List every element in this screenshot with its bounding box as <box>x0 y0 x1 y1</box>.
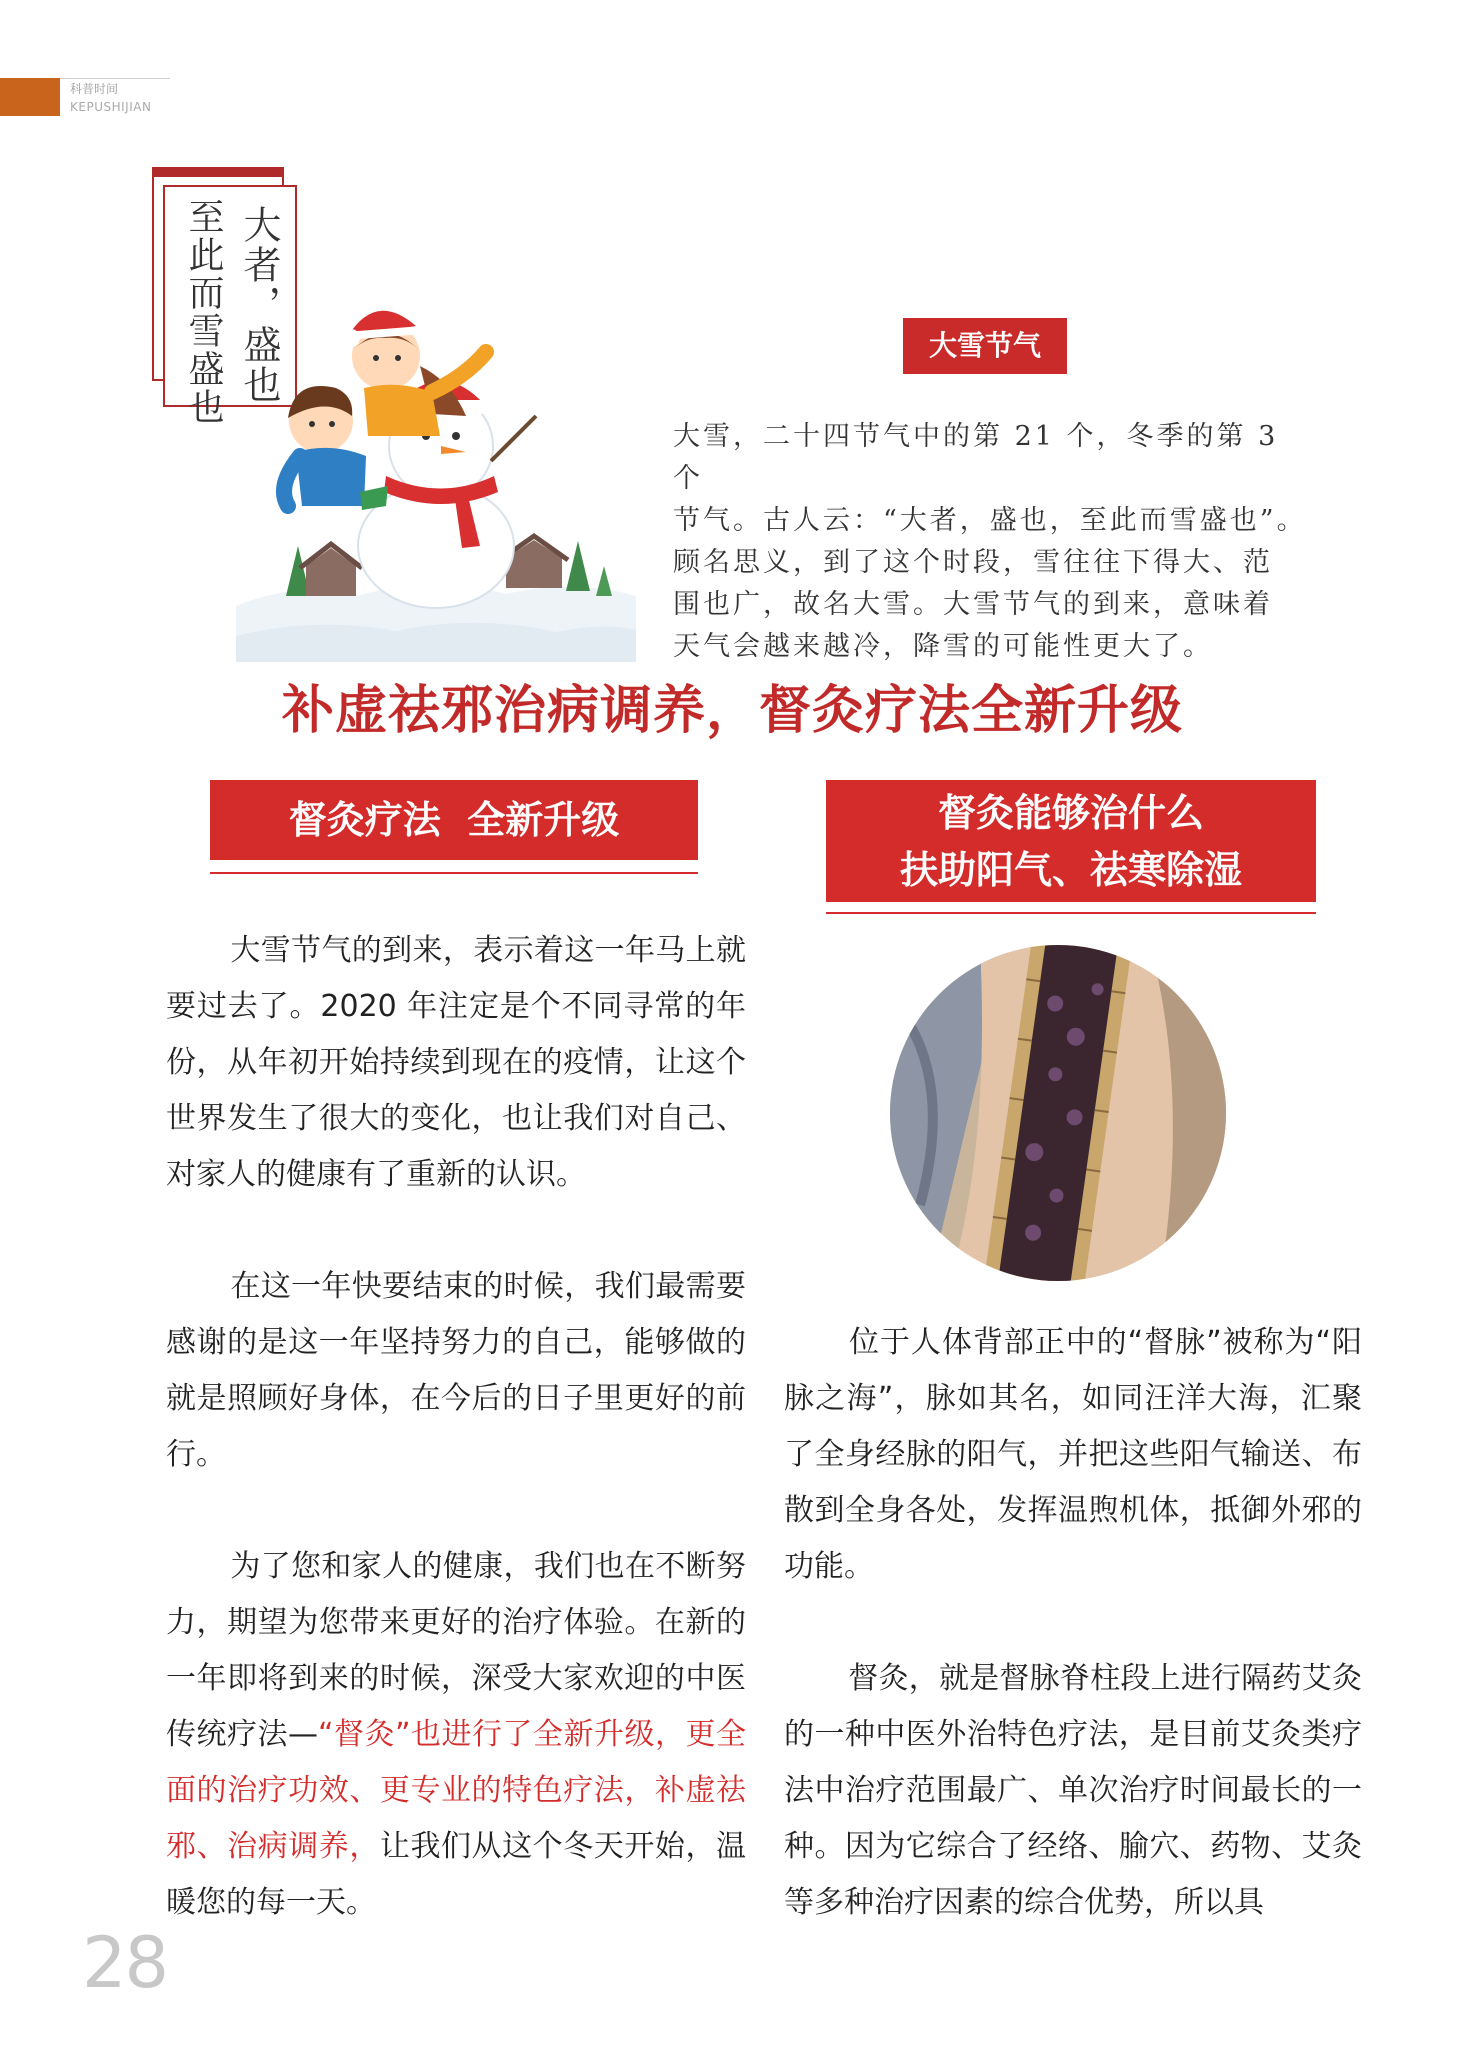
left-paragraph-2 <box>166 1259 746 1483</box>
left-paragraph-3-text-a: 为了您和家人的健康，我们也在不断努力，期望为您带来更好的治疗体验。在新的一年即将到来的时候，深受大家欢迎的中医传统疗法— <box>166 1549 746 1752</box>
right-paragraph-2-text: 督灸，就是督脉脊柱段上进行隔药艾灸的一种中医外治特色疗法，是目前艾灸类疗法中治疗范围最广、单次治疗时间最长的一种。因为它综合了经络、腧穴、药物、艾灸等多种治疗因素的综合优势，所以具 <box>784 1661 1362 1920</box>
right-paragraph-1 <box>784 1315 1362 1595</box>
solar-term-badge: 大雪节气 <box>903 318 1067 374</box>
header-section-pinyin: KEPUSHIJIAN <box>70 100 152 114</box>
section-heading-left: 督灸疗法 全新升级 <box>210 780 698 860</box>
section-heading-right-line1: 督灸能够治什么 <box>937 790 1204 835</box>
intro-line: 大雪，二十四节气中的第 21 个，冬季的第 3 个 <box>673 421 1279 494</box>
left-paragraph-3 <box>166 1539 746 1931</box>
left-paragraph-2-text: 在这一年快要结束的时候，我们最需要感谢的是这一年坚持努力的自己，能够做的就是照顾好身体，在今后的日子里更好的前行。 <box>166 1269 746 1472</box>
left-paragraph-1 <box>166 923 746 1203</box>
quote-column-1: 大者，盛也 <box>237 205 281 405</box>
right-paragraph-2 <box>784 1651 1362 1931</box>
intro-text <box>673 416 1313 668</box>
left-paragraph-3-highlight: “督灸”也进行了全新升级，更全面的治疗功效、更专业的特色疗法，补虚祛邪、治病调养， <box>166 1717 746 1864</box>
left-paragraph-1-text: 大雪节气的到来，表示着这一年马上就要过去了。2020 年注定是个不同寻常的年份，从年初开始持续到现在的疫情，让这个世界发生了很大的变化，也让我们对自己、对家人的健康有了重新的认识。 <box>166 933 746 1192</box>
section-heading-right <box>826 780 1316 902</box>
page-number: 28 <box>82 1922 168 2004</box>
left-paragraph-3-text-b: 让我们从这个冬天开始，温暖您的每一天。 <box>166 1829 747 1920</box>
intro-line: 天气会越来越冷，降雪的可能性更大了。 <box>673 631 1213 662</box>
intro-line: 节气。古人云：“大者，盛也，至此而雪盛也”。 <box>673 505 1307 536</box>
intro-line: 围也广，故名大雪。大雪节气的到来，意味着 <box>673 589 1273 620</box>
intro-line: 顾名思义，到了这个时段，雪往往下得大、范 <box>673 547 1273 578</box>
main-title: 补虚祛邪治病调养，督灸疗法全新升级 <box>281 680 1183 741</box>
header-color-tab <box>0 78 60 116</box>
quote-frame-bar <box>152 167 282 177</box>
quote-column-2: 至此而雪盛也 <box>183 198 224 426</box>
section-underline-right <box>826 912 1316 914</box>
right-paragraph-1-text: 位于人体背部正中的“督脉”被称为“阳脉之海”，脉如其名，如同汪洋大海，汇聚了全身经脉的阳气，并把这些阳气输送、布散到全身各处，发挥温煦机体，抵御外邪的功能。 <box>784 1325 1362 1584</box>
snowman-kids-illustration <box>236 296 636 662</box>
header-section-title: 科普时间 <box>70 82 119 96</box>
section-underline-left <box>210 872 698 874</box>
section-heading-right-line2: 扶助阳气、祛寒除湿 <box>899 847 1242 892</box>
header-divider <box>60 78 170 79</box>
moxibustion-photo <box>890 945 1226 1281</box>
